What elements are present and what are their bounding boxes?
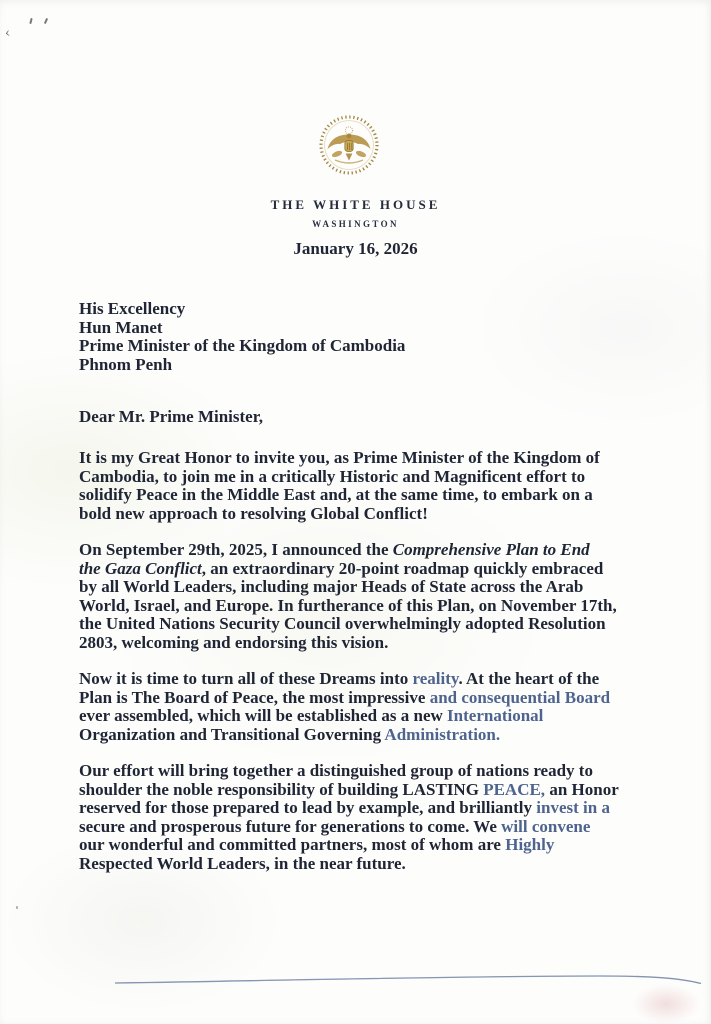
scan-mark [16,906,18,909]
paragraph [79,541,669,652]
paragraph-line: ever assembled, which will be established as a new International [79,706,544,725]
recipient-line: Phnom Penh [79,354,173,374]
scan-mark: ‹ [3,25,12,42]
salutation: Dear Mr. Prime Minister, [79,407,263,426]
paragraph-line: Respected World Leaders, in the near future. [79,853,406,873]
fold-line-artifact [0,970,711,992]
paragraph-line: the Gaza Conflict, an extraordinary 20-point roadmap quickly embraced [79,558,604,578]
letter-date: January 16, 2026 [293,239,418,258]
paragraph-line: Our effort will bring together a distinguished group of nations ready to [79,761,593,780]
scan-mark [29,18,32,24]
paragraph-line: Organization and Transitional Governing Administration. [79,724,501,744]
paragraph-line: It is my Great Honor to invite you, as Prime Minister of the Kingdom of [79,448,600,467]
paragraph-line: World, Israel, and Europe. In furtherance of this Plan, on November 17th, [79,595,617,615]
paragraph [79,449,669,523]
recipient-block [79,300,405,374]
paragraph-line: the United Nations Security Council overwhelmingly adopted Resolution [79,614,606,633]
presidential-seal-icon [317,112,381,178]
paragraph-line: On September 29th, 2025, I announced the Comprehensive Plan to End [79,540,590,559]
paragraph-line: shoulder the noble responsibility of building LASTING PEACE, an Honor [79,779,619,799]
letter-body [79,449,669,873]
paragraph-line: reserved for those prepared to lead by example, and brilliantly invest in a [79,798,610,817]
paragraph-line: by all World Leaders, including major Heads of State across the Arab [79,577,584,596]
recipient-line: His Excellency [79,299,186,318]
paragraph-line: bold new approach to resolving Global Conflict! [79,503,428,523]
paragraph [79,762,669,873]
paragraph-line: our wonderful and committed partners, most of whom are Highly [79,835,555,854]
scan-smudge [621,978,711,1024]
paragraph [79,670,669,744]
recipient-line: Prime Minister of the Kingdom of Cambodia [79,336,406,356]
paragraph-line: 2803, welcoming and endorsing this vision. [79,632,389,652]
letterhead-title: THE WHITE HOUSE [270,197,441,212]
paragraph-line: Plan is The Board of Peace, the most impressive and consequential Board [79,687,611,707]
paragraph-line: solidify Peace in the Middle East and, at the same time, to embark on a [79,485,593,504]
paragraph-line: secure and prosperous future for generations to come. We will convene [79,816,591,836]
scan-mark [44,18,48,24]
recipient-line: Hun Manet [79,317,163,337]
paragraph-line: Now it is time to turn all of these Dreams into reality. At the heart of the [79,669,600,688]
letterhead-subtitle: WASHINGTON [312,219,399,229]
paragraph-line: Cambodia, to join me in a critically Historic and Magnificent effort to [79,466,586,486]
